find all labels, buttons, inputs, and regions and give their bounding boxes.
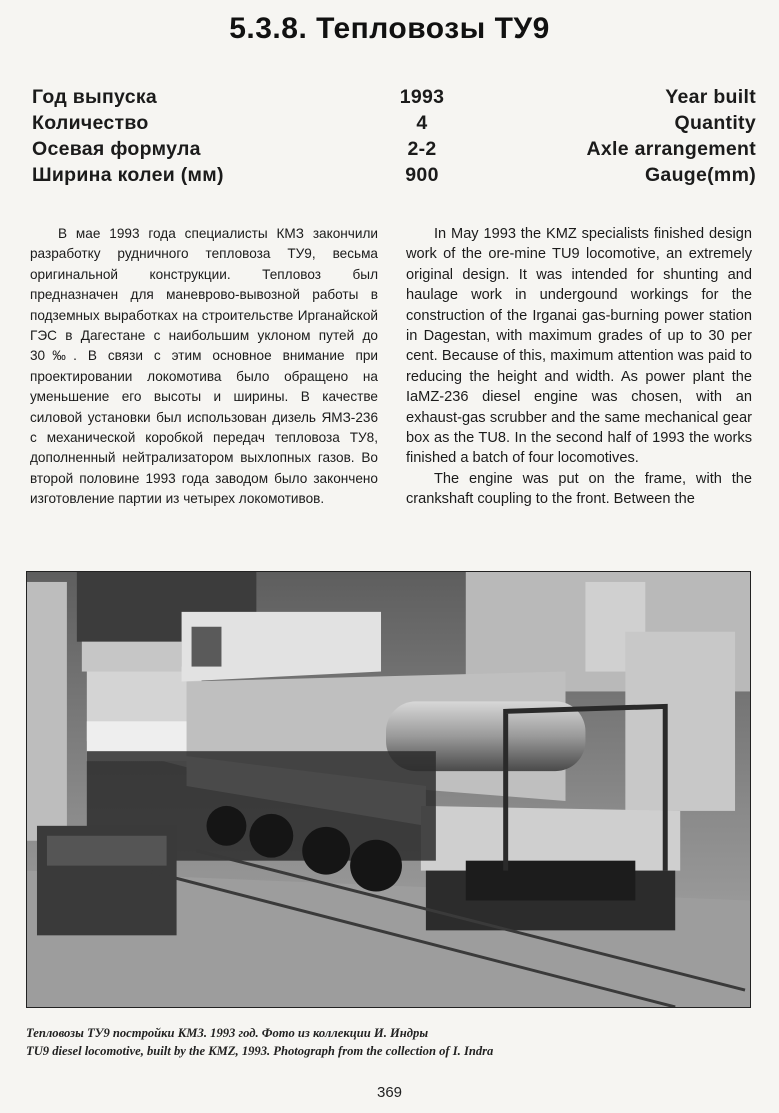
spec-label-en: Gauge(mm) (644, 164, 756, 186)
spec-label-ru: Ширина колеи (мм) (32, 164, 224, 186)
spec-label-en: Quantity (674, 112, 756, 134)
specs-table (32, 86, 756, 190)
paragraph-ru: В мае 1993 года специалисты КМЗ закончили разработку рудничного тепловоза ТУ9, весьма оригинальной конструкции. Тепловоз был предназначен для маневрово-вывозной работы в подземных выработках на строительстве Ирганайской ГЭС в Дагестане с наибольшим уклоном путей до 30‰. В связи с этим основное внимание при проектировании локомотива было обращено на уменьшение его высоты и ширины. В качестве силовой установки был использован дизель ЯМЗ-236 с механической коробкой передач тепловоза ТУ8, дополненный нейтрализатором выхлопных газов. Во второй половине 1993 года заводом было закончено изготовление партии из четырех локомотивов. (30, 226, 378, 507)
spec-label-en: Year built (665, 86, 756, 108)
locomotive-photo-image (27, 572, 750, 1007)
spec-row-quantity (32, 112, 756, 138)
spec-label-ru: Количество (32, 112, 149, 134)
caption-ru: Тепловозы ТУ9 постройки КМЗ. 1993 год. Фото из коллекции И. Индры (26, 1026, 429, 1040)
spec-row-gauge (32, 164, 756, 190)
paragraph-en: The engine was put on the frame, with the crankshaft coupling to the front. Between the (406, 470, 752, 508)
paragraph-en: In May 1993 the KMZ specialists finished design work of the ore-mine TU9 locomotive, an extremely original design. It was intended for shunting and haulage work in undergound workings for the construction of the Irganai gas-burning power station in Dagestan, with maximum grades of up to 30 per cent. Because of this, maximum attention was paid to reducing the height and width. As power plant the IaMZ-236 diesel engine was chosen, with an exhaust-gas scrubber and the same mechanical gear box as the TU8. In the second half of 1993 the works finished a batch of four locomotives. (406, 226, 752, 467)
spec-value: 900 (405, 164, 439, 186)
body-text-english (406, 224, 752, 510)
spec-row-axle (32, 138, 756, 164)
spec-row-year (32, 86, 756, 112)
spec-value: 2-2 (407, 138, 437, 160)
spec-label-ru: Осевая формула (32, 138, 201, 160)
spec-value: 4 (416, 112, 428, 134)
photo-caption (26, 1024, 766, 1060)
spec-label-ru: Год выпуска (32, 86, 158, 108)
spec-value: 1993 (399, 86, 445, 108)
page-number: 369 (376, 1084, 403, 1101)
spec-label-en: Axle arrangement (586, 138, 756, 160)
body-text-russian (30, 224, 378, 510)
locomotive-photo (26, 571, 751, 1008)
caption-en: TU9 diesel locomotive, built by the KMZ, 1993. Photograph from the collection of I. Indra (26, 1044, 494, 1058)
page-title: 5.3.8. Тепловозы ТУ9 (229, 12, 550, 45)
